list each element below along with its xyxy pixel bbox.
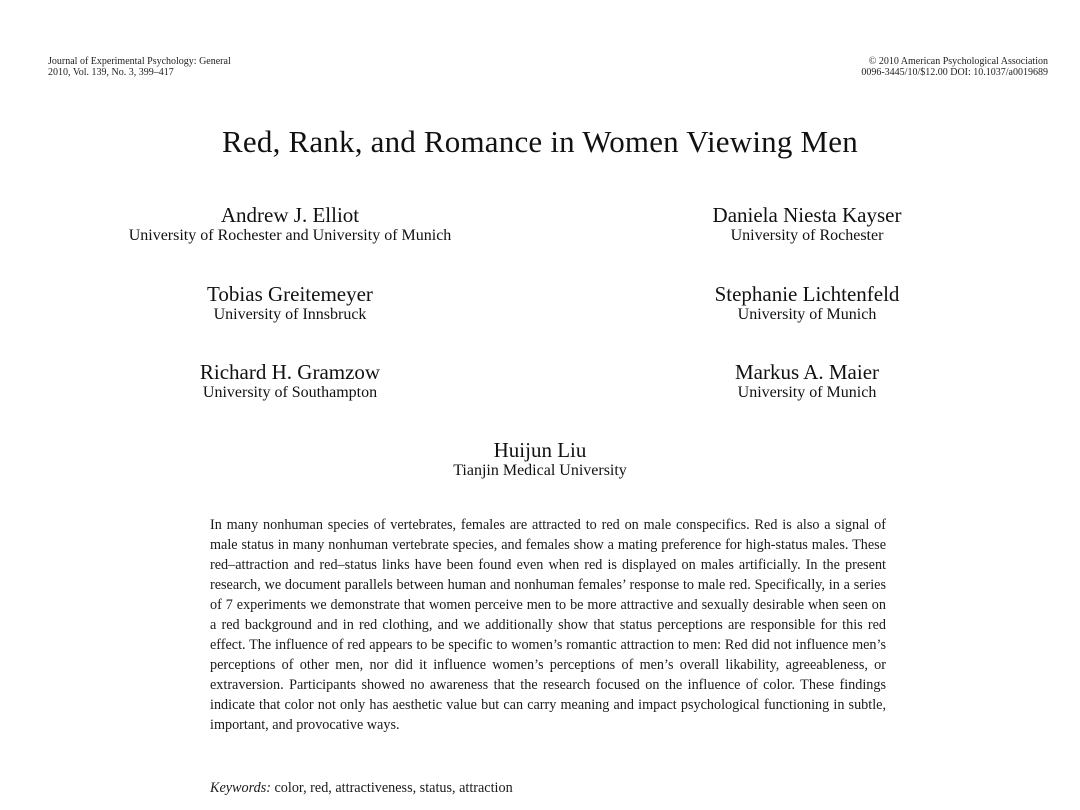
author-block <box>587 204 1027 245</box>
keywords-label: Keywords: <box>210 780 271 796</box>
doi-line: 0096-3445/10/$12.00 DOI: 10.1037/a0019689 <box>861 67 1048 78</box>
author-name: Andrew J. Elliot <box>220 203 360 227</box>
author-affiliation: Tianjin Medical University <box>453 462 627 479</box>
author-block <box>320 439 760 480</box>
author-affiliation: University of Southampton <box>202 384 378 401</box>
author-name: Huijun Liu <box>493 438 587 462</box>
keywords-line <box>210 778 886 798</box>
copyright-notice: © 2010 American Psychological Association <box>868 56 1048 67</box>
author-affiliation: University of Rochester <box>730 227 884 244</box>
author-name: Richard H. Gramzow <box>199 360 381 384</box>
author-affiliation: University of Munich <box>737 384 877 401</box>
author-block <box>587 283 1027 324</box>
author-name: Daniela Niesta Kayser <box>712 203 902 227</box>
journal-volume: 2010, Vol. 139, No. 3, 399–417 <box>48 67 174 78</box>
journal-citation <box>48 56 231 78</box>
keywords-list: color, red, attractiveness, status, attraction <box>274 780 513 796</box>
author-block <box>70 361 510 402</box>
abstract: In many nonhuman species of vertebrates, females are attracted to red on male conspecifics. Red is also a signal of male status in many nonhuman vertebrate species, and females show a mating preference for high-status males. These red–attraction and red–status links have been found even when red is displayed on males artificially. In the present research, we document parallels between human and nonhuman females’ response to male red. Specifically, in a series of 7 experiments we demonstrate that women perceive men to be more attractive and sexually desirable when seen on a red background and in red clothing, and we additionally show that status perceptions are responsible for this red effect. The influence of red appears to be specific to women’s romantic attraction to men: Red did not influence men’s perceptions of other men, nor did it influence women’s perceptions of men’s overall likability, agreeableness, or extraversion. Participants showed no awareness that the research focused on the influence of color. These findings indicate that color not only has aesthetic value but can carry meaning and impact psychological functioning in subtle, important, and provocative ways. <box>210 517 886 733</box>
journal-name: Journal of Experimental Psychology: General <box>48 56 231 67</box>
copyright-block <box>861 56 1048 78</box>
author-affiliation: University of Munich <box>737 306 877 323</box>
author-name: Tobias Greitemeyer <box>207 282 373 306</box>
author-affiliation: University of Innsbruck <box>213 306 367 323</box>
author-block <box>587 361 1027 402</box>
paper-title: Red, Rank, and Romance in Women Viewing Men <box>222 124 858 159</box>
author-block <box>70 283 510 324</box>
author-block <box>70 204 510 245</box>
author-name: Stephanie Lichtenfeld <box>714 282 900 306</box>
author-name: Markus A. Maier <box>734 360 880 384</box>
author-affiliation: University of Rochester and University of Munich <box>128 227 452 244</box>
